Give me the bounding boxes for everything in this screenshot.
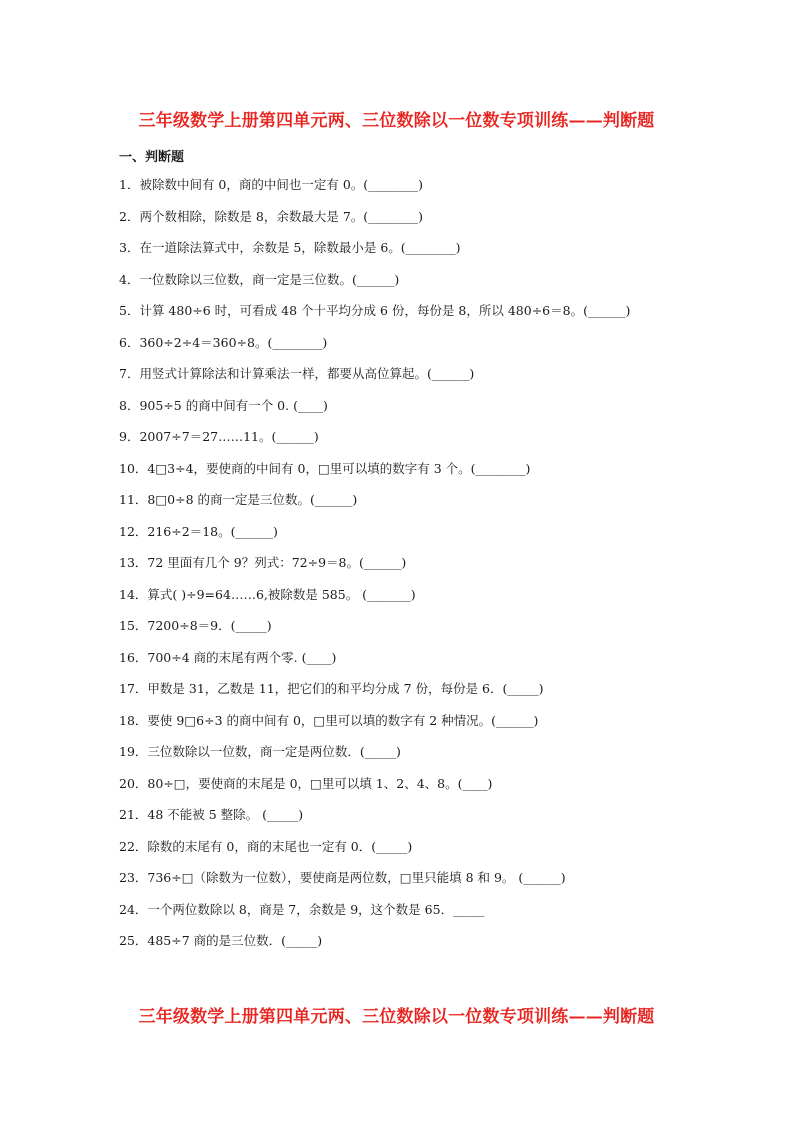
question-item: 1．被除数中间有 0，商的中间也一定有 0。(________) [119,177,424,192]
question-item: 25．485÷7 商的是三位数．(_____) [119,933,323,948]
question-item: 4．一位数除以三位数，商一定是三位数。(______) [119,271,400,287]
question-item: 10．4□3÷4，要使商的中间有 0，□里可以填的数字有 3 个。(________) [119,460,531,476]
question-item: 20．80÷□，要使商的末尾是 0，□里可以填 1、2、4、8。(____) [119,775,493,791]
question-item: 24．一个两位数除以 8，商是 7，余数是 9，这个数是 65．_____ [119,901,485,917]
question-item: 13．72 里面有几个 9？列式：72÷9＝8。(______) [119,555,407,570]
question-item: 23．736÷□（除数为一位数），要使商是两位数，□里只能填 8 和 9。 (______) [119,870,566,885]
question-item: 11．8□0÷8 的商一定是三位数。(______) [119,492,358,507]
question-item: 22．除数的末尾有 0，商的末尾也一定有 0．(_____) [119,838,413,854]
question-item: 21．48 不能被 5 整除。 (_____) [119,807,304,822]
question-item: 2．两个数相除，除数是 8，余数最大是 7。(________) [119,208,424,224]
question-item: 17．甲数是 31，乙数是 11，把它们的和平均分成 7 份，每份是 6．(_____) [119,681,544,696]
question-item: 3．在一道除法算式中，余数是 5，除数最小是 6。(________) [119,240,461,255]
footer-title: 三年级数学上册第四单元两、三位数除以一位数专项训练——判断题 [138,1007,655,1027]
question-item: 19．三位数除以一位数，商一定是两位数．(_____) [119,744,401,759]
question-item: 18．要使 9□6÷3 的商中间有 0，□里可以填的数字有 2 种情况。(______) [119,712,539,728]
section-heading: 一、判断题 [119,150,185,165]
question-item: 7．用竖式计算除法和计算乘法一样，都要从高位算起。(______) [119,366,475,381]
question-item: 15．7200÷8＝9．(_____) [119,618,272,633]
question-item: 12．216÷2＝18。(______) [119,523,278,539]
question-item: 8．905÷5 的商中间有一个 0. (____) [119,397,328,413]
page-title: 三年级数学上册第四单元两、三位数除以一位数专项训练——判断题 [138,111,655,131]
question-item: 5．计算 480÷6 时，可看成 48 个十平均分成 6 份，每份是 8，所以 480÷6＝8。(______) [119,303,631,318]
question-item: 9．2007÷7＝27……11。(______) [119,429,319,444]
question-item: 16．700÷4 商的末尾有两个零. (____) [119,649,337,665]
question-item: 6．360÷2÷4＝360÷8。(________) [119,334,328,350]
question-item: 14．算式( )÷9=64……6,被除数是 585。 (_______) [119,586,416,602]
question-list [119,175,679,963]
